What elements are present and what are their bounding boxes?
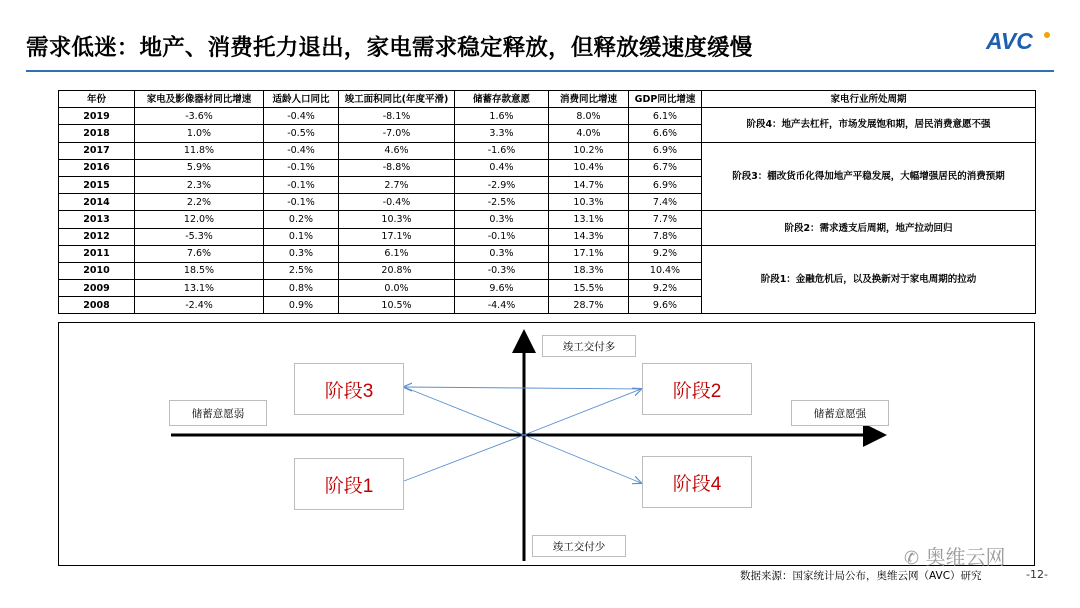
cell-gdp: 6.9% bbox=[629, 142, 702, 159]
cell-cycle-stage: 阶段3：棚改货币化得加地产平稳发展，大幅增强居民的消费预期 bbox=[702, 142, 1036, 211]
cell-consumption: 14.3% bbox=[549, 228, 629, 245]
cell-population: 0.3% bbox=[264, 245, 339, 262]
header-gdp: GDP同比增速 bbox=[629, 91, 702, 108]
cell-population: 0.2% bbox=[264, 211, 339, 228]
cell-consumption: 8.0% bbox=[549, 108, 629, 125]
arrow-to-stage3 bbox=[404, 387, 524, 435]
cell-consumption: 17.1% bbox=[549, 245, 629, 262]
cell-appliance: 2.3% bbox=[135, 176, 264, 193]
cell-year: 2018 bbox=[59, 125, 135, 142]
cell-consumption: 15.5% bbox=[549, 280, 629, 297]
label-savings-strong: 储蓄意愿强 bbox=[791, 400, 889, 426]
cell-appliance: 5.9% bbox=[135, 159, 264, 176]
stage1-box: 阶段1 bbox=[294, 458, 404, 510]
cell-year: 2014 bbox=[59, 194, 135, 211]
page-title: 需求低迷：地产、消费托力退出，家电需求稳定释放，但释放缓速度缓慢 bbox=[26, 35, 753, 61]
cell-year: 2013 bbox=[59, 211, 135, 228]
cell-appliance: -2.4% bbox=[135, 297, 264, 314]
cell-completion: 4.6% bbox=[339, 142, 455, 159]
label-completion-low: 竣工交付少 bbox=[532, 535, 626, 557]
header-consumption: 消费同比增速 bbox=[549, 91, 629, 108]
cell-gdp: 9.2% bbox=[629, 280, 702, 297]
cell-consumption: 28.7% bbox=[549, 297, 629, 314]
cell-completion: -0.4% bbox=[339, 194, 455, 211]
cell-population: -0.1% bbox=[264, 159, 339, 176]
wechat-icon: ✆ bbox=[904, 548, 920, 569]
stage4-box: 阶段4 bbox=[642, 456, 752, 508]
header-population: 适龄人口同比 bbox=[264, 91, 339, 108]
header-appliance-growth: 家电及影像器材同比增速 bbox=[135, 91, 264, 108]
cell-completion: 10.3% bbox=[339, 211, 455, 228]
logo-dot-icon bbox=[1044, 32, 1050, 38]
cell-appliance: 2.2% bbox=[135, 194, 264, 211]
cell-population: 0.1% bbox=[264, 228, 339, 245]
cell-consumption: 13.1% bbox=[549, 211, 629, 228]
cell-savings: 9.6% bbox=[455, 280, 549, 297]
cell-appliance: 1.0% bbox=[135, 125, 264, 142]
cell-year: 2016 bbox=[59, 159, 135, 176]
header-savings: 储蓄存款意愿 bbox=[455, 91, 549, 108]
quadrant-chart bbox=[58, 322, 1035, 566]
cell-completion: 2.7% bbox=[339, 176, 455, 193]
header-year: 年份 bbox=[59, 91, 135, 108]
cell-cycle-stage: 阶段4：地产去杠杆，市场发展饱和期，居民消费意愿不强 bbox=[702, 108, 1036, 142]
cell-population: -0.4% bbox=[264, 142, 339, 159]
cell-completion: -7.0% bbox=[339, 125, 455, 142]
cell-completion: 10.5% bbox=[339, 297, 455, 314]
cell-consumption: 10.3% bbox=[549, 194, 629, 211]
cell-savings: -1.6% bbox=[455, 142, 549, 159]
header-completion: 竣工面积同比(年度平滑) bbox=[339, 91, 455, 108]
cell-consumption: 18.3% bbox=[549, 262, 629, 279]
cell-savings: 0.3% bbox=[455, 211, 549, 228]
table-row bbox=[59, 108, 1036, 125]
table-row bbox=[59, 211, 1036, 228]
watermark-text: 奥维云网 bbox=[925, 545, 1006, 569]
cell-gdp: 7.7% bbox=[629, 211, 702, 228]
cell-year: 2011 bbox=[59, 245, 135, 262]
cell-consumption: 10.4% bbox=[549, 159, 629, 176]
cell-savings: 1.6% bbox=[455, 108, 549, 125]
table-header-row bbox=[59, 91, 1036, 108]
title-divider bbox=[26, 70, 1054, 72]
stage3-box: 阶段3 bbox=[294, 363, 404, 415]
cell-savings: 0.4% bbox=[455, 159, 549, 176]
cell-completion: -8.8% bbox=[339, 159, 455, 176]
cell-savings: -2.9% bbox=[455, 176, 549, 193]
cell-year: 2008 bbox=[59, 297, 135, 314]
cell-appliance: 7.6% bbox=[135, 245, 264, 262]
cell-population: -0.1% bbox=[264, 194, 339, 211]
cell-population: 0.9% bbox=[264, 297, 339, 314]
page-number: -12- bbox=[1026, 568, 1048, 581]
cell-year: 2010 bbox=[59, 262, 135, 279]
cell-savings: -2.5% bbox=[455, 194, 549, 211]
cell-population: -0.4% bbox=[264, 108, 339, 125]
cell-year: 2012 bbox=[59, 228, 135, 245]
stage2-box: 阶段2 bbox=[642, 363, 752, 415]
cell-completion: 20.8% bbox=[339, 262, 455, 279]
cell-consumption: 4.0% bbox=[549, 125, 629, 142]
cell-population: 0.8% bbox=[264, 280, 339, 297]
cell-gdp: 6.9% bbox=[629, 176, 702, 193]
cell-appliance: -3.6% bbox=[135, 108, 264, 125]
table-row bbox=[59, 142, 1036, 159]
cell-appliance: 13.1% bbox=[135, 280, 264, 297]
cell-appliance: 12.0% bbox=[135, 211, 264, 228]
arrow-to-stage2 bbox=[524, 389, 641, 435]
cell-population: -0.5% bbox=[264, 125, 339, 142]
cell-gdp: 6.1% bbox=[629, 108, 702, 125]
arrow-to-stage4 bbox=[524, 435, 641, 483]
cell-savings: -4.4% bbox=[455, 297, 549, 314]
data-source: 数据来源：国家统计局公布，奥维云网（AVC）研究 bbox=[740, 570, 982, 582]
cell-cycle-stage: 阶段1：金融危机后，以及换新对于家电周期的拉动 bbox=[702, 245, 1036, 314]
cell-year: 2017 bbox=[59, 142, 135, 159]
cell-year: 2009 bbox=[59, 280, 135, 297]
indicator-table bbox=[58, 90, 1036, 314]
cell-consumption: 14.7% bbox=[549, 176, 629, 193]
cell-savings: -0.3% bbox=[455, 262, 549, 279]
cell-population: -0.1% bbox=[264, 176, 339, 193]
label-completion-high: 竣工交付多 bbox=[542, 335, 636, 357]
cell-completion: 17.1% bbox=[339, 228, 455, 245]
cell-savings: 3.3% bbox=[455, 125, 549, 142]
cell-gdp: 10.4% bbox=[629, 262, 702, 279]
avc-logo bbox=[984, 24, 1054, 58]
cell-consumption: 10.2% bbox=[549, 142, 629, 159]
cell-population: 2.5% bbox=[264, 262, 339, 279]
quadrant-axes bbox=[59, 323, 1034, 565]
cell-appliance: 18.5% bbox=[135, 262, 264, 279]
cell-appliance: 11.8% bbox=[135, 142, 264, 159]
wechat-watermark bbox=[904, 541, 1005, 570]
cell-gdp: 6.7% bbox=[629, 159, 702, 176]
cell-gdp: 7.8% bbox=[629, 228, 702, 245]
cell-gdp: 9.2% bbox=[629, 245, 702, 262]
cell-gdp: 7.4% bbox=[629, 194, 702, 211]
header-cycle: 家电行业所处周期 bbox=[702, 91, 1036, 108]
cell-year: 2015 bbox=[59, 176, 135, 193]
cell-completion: 0.0% bbox=[339, 280, 455, 297]
cell-completion: -8.1% bbox=[339, 108, 455, 125]
cell-gdp: 6.6% bbox=[629, 125, 702, 142]
cell-gdp: 9.6% bbox=[629, 297, 702, 314]
arrow-stage1 bbox=[404, 435, 524, 481]
cell-cycle-stage: 阶段2：需求透支后周期，地产拉动回归 bbox=[702, 211, 1036, 245]
cell-savings: -0.1% bbox=[455, 228, 549, 245]
table-row bbox=[59, 245, 1036, 262]
logo-text: AVC bbox=[986, 28, 1033, 54]
label-savings-weak: 储蓄意愿弱 bbox=[169, 400, 267, 426]
cell-year: 2019 bbox=[59, 108, 135, 125]
cell-savings: 0.3% bbox=[455, 245, 549, 262]
cell-appliance: -5.3% bbox=[135, 228, 264, 245]
cell-completion: 6.1% bbox=[339, 245, 455, 262]
